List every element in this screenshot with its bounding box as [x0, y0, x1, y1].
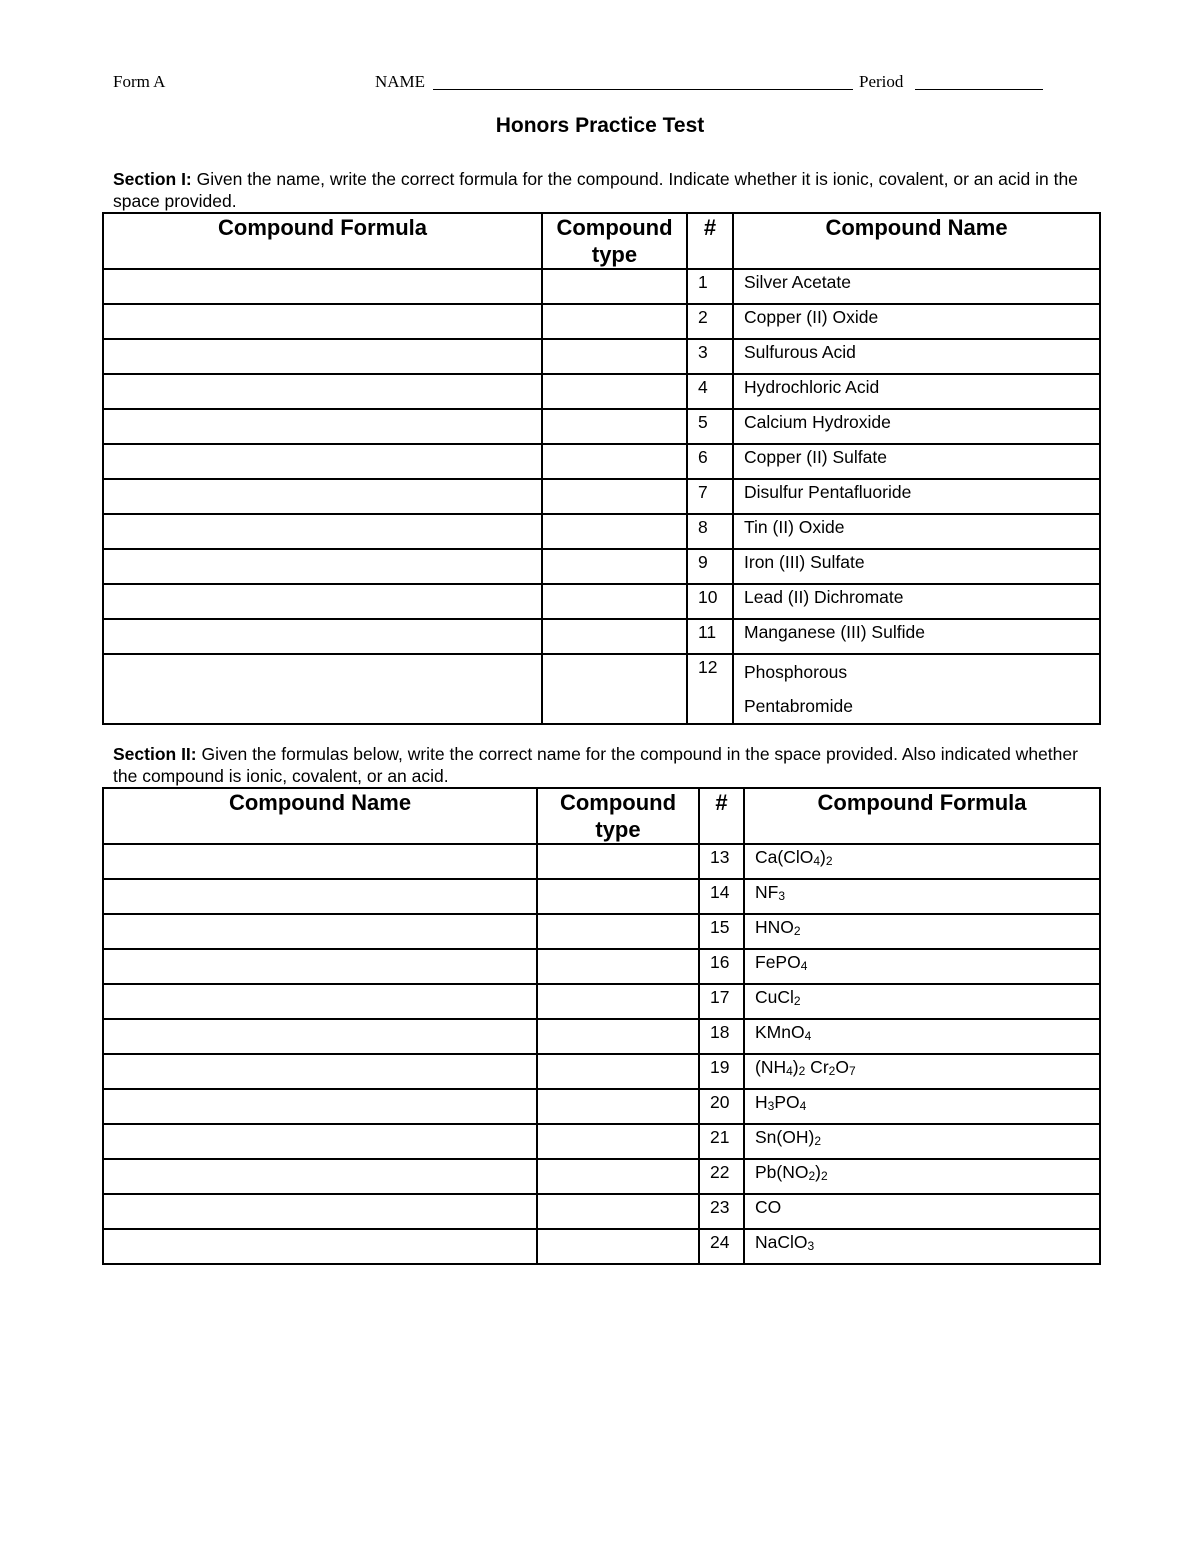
- table-row: [103, 1159, 1100, 1194]
- name-answer-cell[interactable]: [103, 1194, 537, 1229]
- question-number: 1: [687, 269, 733, 304]
- table-row: [103, 949, 1100, 984]
- header-compound-type: Compound type: [542, 213, 687, 269]
- compound-name-cell: Calcium Hydroxide: [733, 409, 1100, 444]
- formula-part: 2: [798, 1064, 806, 1078]
- compound-formula-cell: [744, 914, 1100, 949]
- question-number: 6: [687, 444, 733, 479]
- header-compound-formula: Compound Formula: [103, 213, 542, 269]
- type-answer-cell[interactable]: [537, 1019, 699, 1054]
- period-label: Period: [859, 72, 904, 91]
- table-row: [103, 1194, 1100, 1229]
- formula-part: 4: [786, 1064, 793, 1078]
- section1-label: Section I:: [113, 169, 192, 189]
- formula-part: 2: [825, 854, 833, 868]
- question-number: 20: [699, 1089, 744, 1124]
- header-number: #: [687, 213, 733, 269]
- table-row: [103, 619, 1100, 654]
- compound-name-cell: Manganese (III) Sulfide: [733, 619, 1100, 654]
- page-title: Honors Practice Test: [495, 114, 705, 137]
- table-row: [103, 444, 1100, 479]
- formula-part: 4: [799, 1099, 807, 1113]
- formula-part: 2: [808, 1169, 816, 1183]
- formula-part: NaClO: [755, 1232, 808, 1252]
- compound-name-cell: Sulfurous Acid: [733, 339, 1100, 374]
- formula-part: CuCl: [755, 987, 794, 1007]
- question-number: 11: [687, 619, 733, 654]
- table-row: [103, 339, 1100, 374]
- type-answer-cell[interactable]: [537, 1194, 699, 1229]
- formula-answer-cell[interactable]: [103, 479, 542, 514]
- section1-text: Given the name, write the correct formula for the compound. Indicate whether it is ionic, covalent, or an acid in the space provided.: [113, 169, 1078, 211]
- formula-part: 7: [848, 1064, 856, 1078]
- formula-answer-cell[interactable]: [103, 549, 542, 584]
- compound-name-cell: Iron (III) Sulfate: [733, 549, 1100, 584]
- type-answer-cell[interactable]: [542, 269, 687, 304]
- name-answer-cell[interactable]: [103, 984, 537, 1019]
- form-label: Form A: [113, 72, 166, 91]
- name-answer-cell[interactable]: [103, 1229, 537, 1264]
- table-row: [103, 984, 1100, 1019]
- formula-part: 4: [800, 959, 808, 973]
- question-number: 3: [687, 339, 733, 374]
- name-answer-cell[interactable]: [103, 844, 537, 879]
- formula-part: O: [835, 1057, 849, 1077]
- formula-answer-cell[interactable]: [103, 584, 542, 619]
- header-compound-name: Compound Name: [103, 788, 537, 844]
- type-answer-cell[interactable]: [542, 584, 687, 619]
- compound-formula-cell: [744, 1229, 1100, 1264]
- formula-part: 4: [813, 854, 821, 868]
- table-row: [103, 1019, 1100, 1054]
- type-answer-cell[interactable]: [537, 879, 699, 914]
- type-answer-cell[interactable]: [542, 339, 687, 374]
- table-row: [103, 304, 1100, 339]
- question-number: 7: [687, 479, 733, 514]
- table-row: [103, 879, 1100, 914]
- type-answer-cell[interactable]: [542, 444, 687, 479]
- name-answer-cell[interactable]: [103, 949, 537, 984]
- compound-formula-cell: [744, 1054, 1100, 1089]
- compound-formula-cell: [744, 949, 1100, 984]
- type-answer-cell[interactable]: [542, 479, 687, 514]
- compound-name-cell: Hydrochloric Acid: [733, 374, 1100, 409]
- formula-answer-cell[interactable]: [103, 514, 542, 549]
- type-answer-cell[interactable]: [537, 914, 699, 949]
- question-number: 22: [699, 1159, 744, 1194]
- question-number: 2: [687, 304, 733, 339]
- header-compound-type: Compound type: [537, 788, 699, 844]
- formula-part: 3: [767, 1099, 775, 1113]
- name-field[interactable]: [433, 89, 853, 90]
- formula-part: H: [755, 1092, 768, 1112]
- formula-answer-cell[interactable]: [103, 304, 542, 339]
- header-compound-name: Compound Name: [733, 213, 1100, 269]
- formula-answer-cell[interactable]: [103, 269, 542, 304]
- question-number: 21: [699, 1124, 744, 1159]
- question-number: 15: [699, 914, 744, 949]
- formula-answer-cell[interactable]: [103, 444, 542, 479]
- formula-part: ): [792, 1057, 799, 1077]
- compound-name-line1: Phosphorous: [744, 662, 848, 682]
- section1-instructions: [113, 168, 1088, 212]
- name-answer-cell[interactable]: [103, 1124, 537, 1159]
- compound-formula-cell: [744, 984, 1100, 1019]
- formula-part: 2: [821, 1169, 828, 1183]
- compound-name-line2: Pentabromide: [744, 696, 853, 716]
- formula-part: 2: [793, 924, 801, 938]
- formula-part: ): [820, 847, 826, 867]
- formula-answer-cell[interactable]: [103, 409, 542, 444]
- formula-answer-cell[interactable]: [103, 619, 542, 654]
- name-label: NAME: [375, 72, 426, 91]
- table-row: [103, 1054, 1100, 1089]
- type-answer-cell[interactable]: [542, 619, 687, 654]
- compound-formula-cell: [744, 1194, 1100, 1229]
- formula-answer-cell[interactable]: [103, 654, 542, 724]
- formula-answer-cell[interactable]: [103, 339, 542, 374]
- formula-part: 3: [807, 1239, 815, 1253]
- compound-name-cell: [733, 654, 1100, 724]
- formula-part: 4: [804, 1029, 812, 1043]
- table-row: [103, 479, 1100, 514]
- type-answer-cell[interactable]: [542, 654, 687, 724]
- compound-formula-cell: [744, 879, 1100, 914]
- header-number: #: [699, 788, 744, 844]
- question-number: 24: [699, 1229, 744, 1264]
- section2-instructions: [113, 743, 1088, 787]
- question-number: 19: [699, 1054, 744, 1089]
- question-number: 5: [687, 409, 733, 444]
- formula-part: NF: [755, 882, 779, 902]
- formula-part: FePO: [755, 952, 801, 972]
- compound-name-cell: Copper (II) Oxide: [733, 304, 1100, 339]
- formula-part: ): [815, 1162, 821, 1182]
- section2-table: [102, 787, 1101, 1265]
- type-answer-cell[interactable]: [537, 844, 699, 879]
- name-answer-cell[interactable]: [103, 879, 537, 914]
- period-field[interactable]: [915, 89, 1043, 90]
- type-answer-cell[interactable]: [537, 984, 699, 1019]
- section1-table: [102, 212, 1101, 725]
- question-number: 16: [699, 949, 744, 984]
- formula-answer-cell[interactable]: [103, 374, 542, 409]
- question-number: 17: [699, 984, 744, 1019]
- question-number: 9: [687, 549, 733, 584]
- name-answer-cell[interactable]: [103, 1054, 537, 1089]
- question-number: 18: [699, 1019, 744, 1054]
- table-row: [103, 1124, 1100, 1159]
- section2-text: Given the formulas below, write the correct name for the compound in the space provided. Also indicated whether the compound is ionic, covalent, or an acid.: [113, 744, 1078, 786]
- table-row: [103, 374, 1100, 409]
- formula-part: CO: [755, 1197, 782, 1217]
- table-row: [103, 1089, 1100, 1124]
- compound-name-cell: Disulfur Pentafluoride: [733, 479, 1100, 514]
- compound-formula-cell: [744, 1089, 1100, 1124]
- compound-name-cell: Lead (II) Dichromate: [733, 584, 1100, 619]
- name-answer-cell[interactable]: [103, 1089, 537, 1124]
- compound-formula-cell: [744, 1019, 1100, 1054]
- question-number: 12: [687, 654, 733, 724]
- compound-formula-cell: [744, 1159, 1100, 1194]
- question-number: 10: [687, 584, 733, 619]
- type-answer-cell[interactable]: [537, 1089, 699, 1124]
- formula-part: Ca(ClO: [755, 847, 814, 867]
- compound-formula-cell: [744, 1124, 1100, 1159]
- table-row: [103, 584, 1100, 619]
- formula-part: 2: [828, 1064, 836, 1078]
- formula-part: 2: [814, 1134, 821, 1148]
- table-row: [103, 549, 1100, 584]
- name-answer-cell[interactable]: [103, 914, 537, 949]
- type-answer-cell[interactable]: [542, 409, 687, 444]
- table-row: [103, 844, 1100, 879]
- formula-part: PO: [774, 1092, 800, 1112]
- formula-part: (NH: [755, 1057, 787, 1077]
- type-answer-cell[interactable]: [542, 374, 687, 409]
- formula-part: 3: [778, 889, 786, 903]
- name-answer-cell[interactable]: [103, 1019, 537, 1054]
- type-answer-cell[interactable]: [537, 1124, 699, 1159]
- name-answer-cell[interactable]: [103, 1159, 537, 1194]
- table-row: [103, 409, 1100, 444]
- table-row: [103, 269, 1100, 304]
- table-row: [103, 914, 1100, 949]
- formula-part: KMnO: [755, 1022, 805, 1042]
- type-answer-cell[interactable]: [537, 949, 699, 984]
- compound-name-cell: Copper (II) Sulfate: [733, 444, 1100, 479]
- table-row: [103, 654, 1100, 724]
- type-answer-cell[interactable]: [537, 1159, 699, 1194]
- section2-label: Section II:: [113, 744, 197, 764]
- question-number: 4: [687, 374, 733, 409]
- formula-part: Sn(OH): [755, 1127, 815, 1147]
- type-answer-cell[interactable]: [542, 549, 687, 584]
- type-answer-cell[interactable]: [537, 1054, 699, 1089]
- question-number: 14: [699, 879, 744, 914]
- question-number: 8: [687, 514, 733, 549]
- header: [113, 72, 1048, 94]
- type-answer-cell[interactable]: [537, 1229, 699, 1264]
- compound-name-cell: Tin (II) Oxide: [733, 514, 1100, 549]
- compound-name-cell: Silver Acetate: [733, 269, 1100, 304]
- compound-formula-cell: [744, 844, 1100, 879]
- question-number: 23: [699, 1194, 744, 1229]
- formula-part: HNO: [755, 917, 794, 937]
- question-number: 13: [699, 844, 744, 879]
- type-answer-cell[interactable]: [542, 514, 687, 549]
- header-compound-formula: Compound Formula: [744, 788, 1100, 844]
- type-answer-cell[interactable]: [542, 304, 687, 339]
- table-row: [103, 1229, 1100, 1264]
- formula-part: Cr: [805, 1057, 829, 1077]
- table-row: [103, 514, 1100, 549]
- formula-part: 2: [793, 994, 801, 1008]
- formula-part: Pb(NO: [755, 1162, 809, 1182]
